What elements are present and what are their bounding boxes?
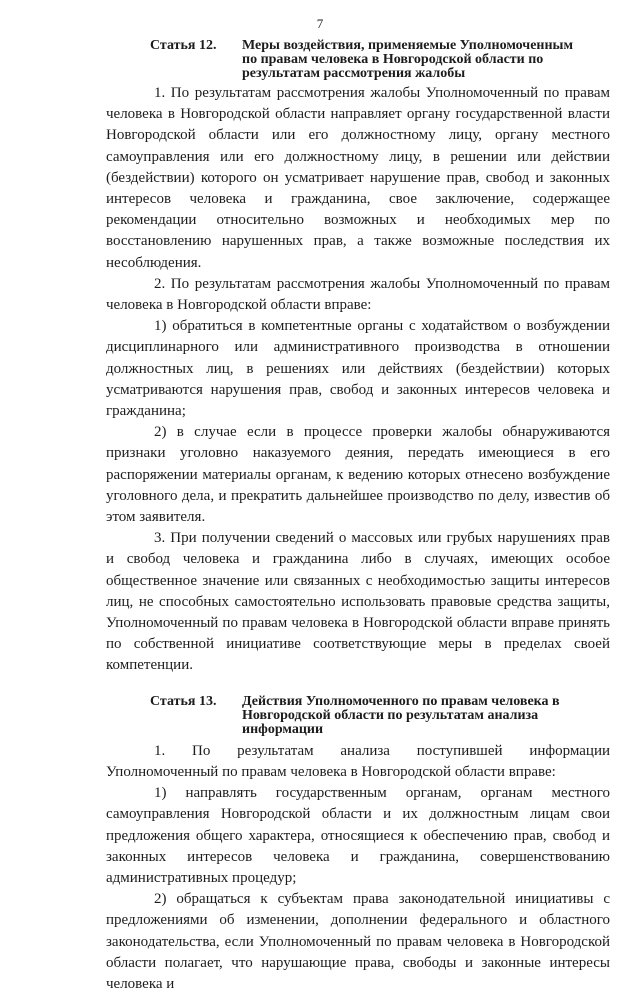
article-12-paragraph-2-item-1: 1) обратиться в компетентные органы с ходатайством о возбуждении дисциплинарного или административного производства в отношении должностных лиц, в решениях или действиях (бездействии) которых усматриваются нарушения прав, свобод и законных интересов человека и гражданина;: [106, 318, 610, 420]
article-12-paragraph-3: 3. При получении сведений о массовых или грубых нарушениях прав и свобод человека и гражданина либо в случаях, имеющих особое общественное значение или связанных с необходимостью защиты интересов лиц, не способных самостоятельно использовать правовые средства защиты, Уполномоченный по правам человека в Новгородской области вправе принять по собственной инициативе соответствующие меры в пределах своей компетенции.: [106, 530, 610, 674]
article-13-number: Статья 13.: [150, 693, 217, 709]
article-12-paragraph-1: 1. По результатам рассмотрения жалобы Уполномоченный по правам человека в Новгородской области направляет органу государственной власти Новгородской области или его должностному лицу, органу местного самоуправления или его должностному лицу, в решении или действии (бездействии) которого он усматривает нарушение прав, свобод и законных интересов человека и гражданина, свое заключение, содержащее рекомендации относительно возможных и необходимых мер по восстановлению нарушенных прав, а также возможные последствия их несоблюдения.: [106, 85, 610, 271]
article-13-paragraph-1: 1. По результатам анализа поступившей информации Уполномоченный по правам человека в Новгородской области вправе:: [106, 742, 610, 780]
article-12-heading: [106, 39, 610, 81]
article-13-title: Действия Уполномоченного по правам человека в Новгородской области по результатам анализа информации: [242, 693, 560, 737]
article-13-paragraph-1-item-2: 2) обращаться к субъектам права законодательной инициативы с предложениями об изменении, дополнении федерального и областного законодательства, если Уполномоченный по правам человека в Новгородской области полагает, что нарушающие права, свободы и законные интересы человека и: [106, 891, 610, 992]
article-13-paragraph-1-item-1: 1) направлять государственным органам, органам местного самоуправления Новгородской области и их должностным лицам свои предложения общего характера, относящиеся к обеспечению прав, свобод и законных интересов человека и гражданина, совершенствованию административных процедур;: [106, 785, 610, 886]
article-13-heading: [106, 695, 610, 737]
document-body: [106, 39, 610, 995]
article-12-paragraph-2: 2. По результатам рассмотрения жалобы Уполномоченный по правам человека в Новгородской области вправе:: [106, 275, 610, 314]
article-12-number: Статья 12.: [150, 38, 217, 53]
article-12-title: Меры воздействия, применяемые Уполномоченным по правам человека в Новгородской области по результатам рассмотрения жалобы: [242, 38, 574, 81]
article-12-paragraph-2-item-2: 2) в случае если в процессе проверки жалобы обнаруживаются признаки уголовно наказуемого деяния, передать имеющиеся в его распоряжении материалы органам, к ведению которых отнесено возбуждение уголовного дела, и прекратить дальнейшее производство по делу, известив об этом заявителя.: [106, 424, 610, 526]
page-number: 7: [316, 16, 324, 31]
